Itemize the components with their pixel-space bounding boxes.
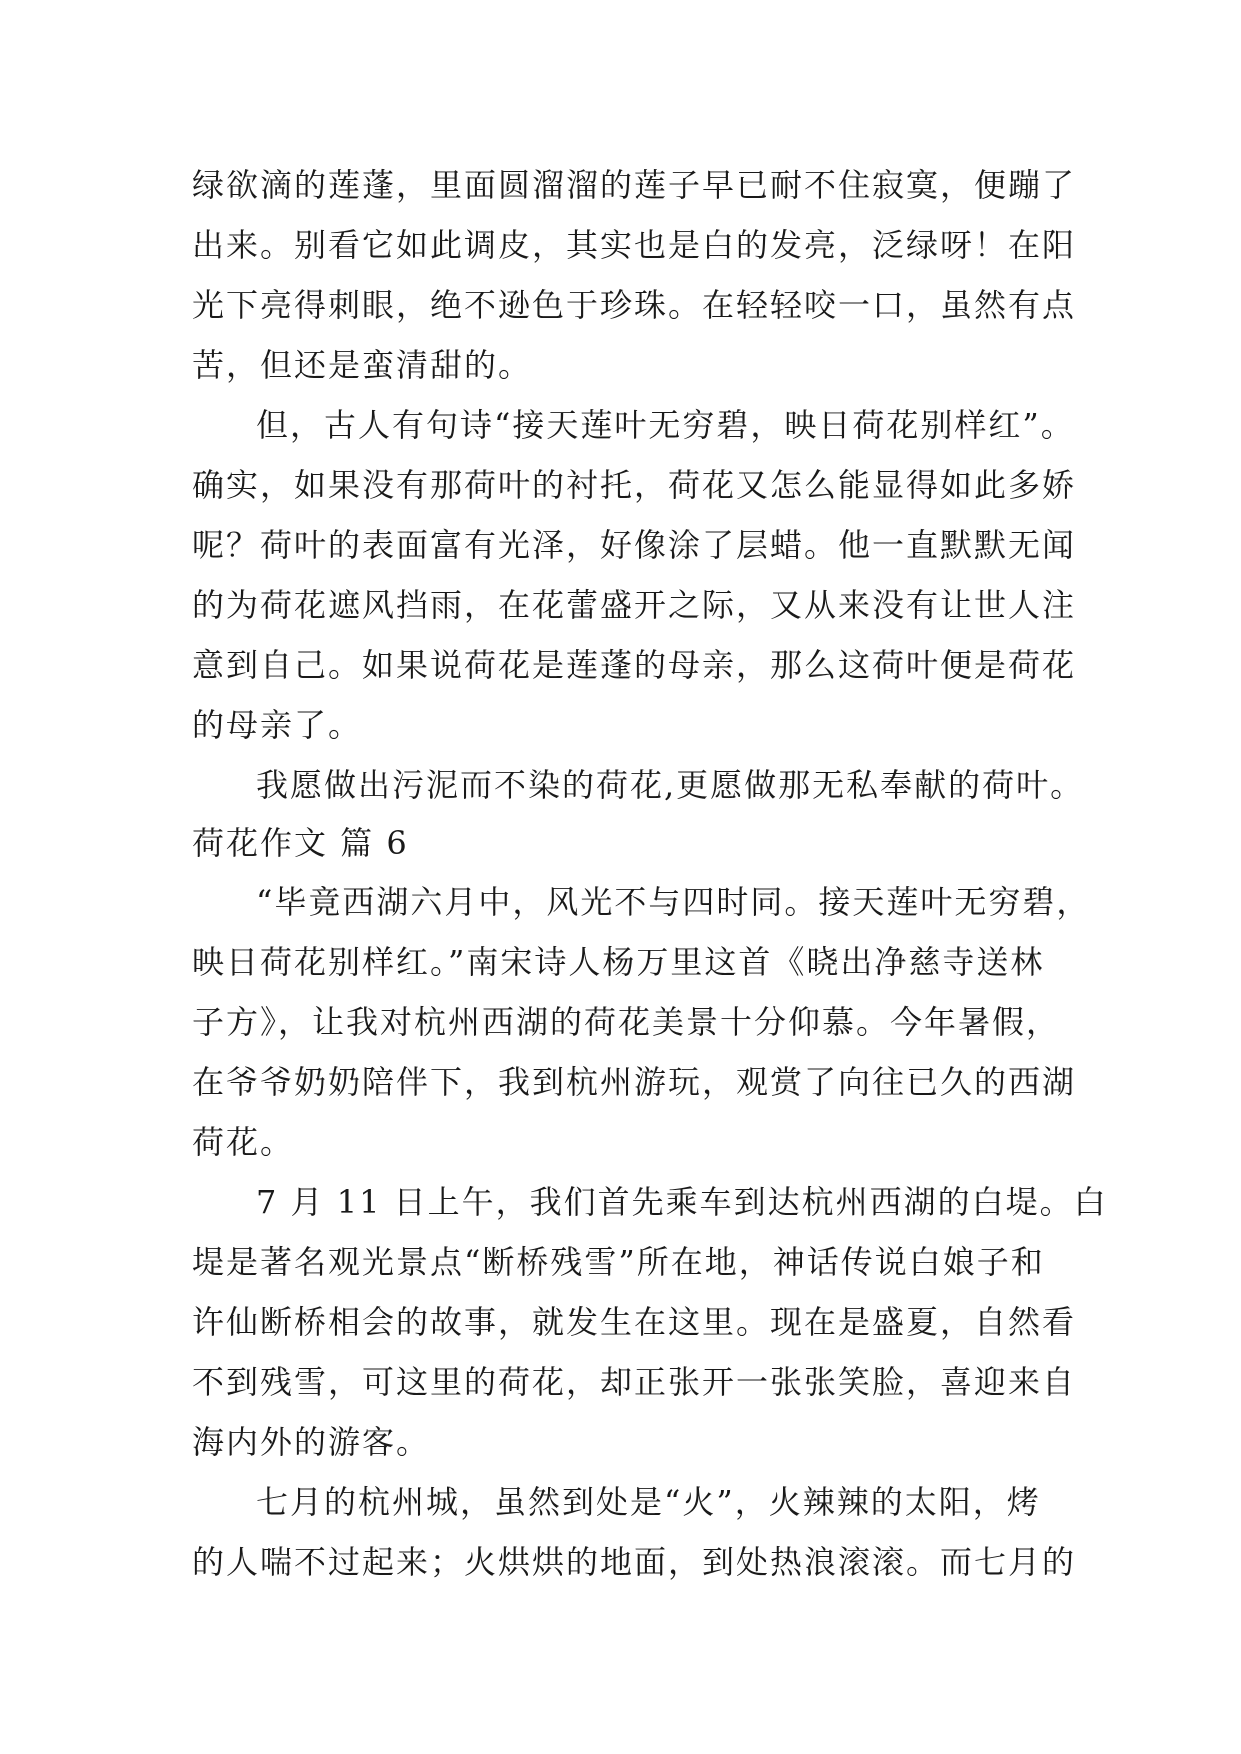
text-line: 苦，但还是蛮清甜的。 [192,346,533,384]
text-line: 出来。别看它如此调皮，其实也是白的发亮，泛绿呀！在阳 [192,226,1077,264]
text-line: 7 月 11 日上午，我们首先乘车到达杭州西湖的白堤。白 [256,1183,1108,1221]
text-line: 的母亲了。 [192,706,363,744]
text-line: 我愿做出污泥而不染的荷花,更愿做那无私奉献的荷叶。 [256,766,1085,804]
text-line: 呢？荷叶的表面富有光泽，好像涂了层蜡。他一直默默无闻 [192,526,1077,564]
text-line: 不到残雪，可这里的荷花，却正张开一张张笑脸，喜迎来自 [192,1363,1077,1401]
text-line: 光下亮得刺眼，绝不逊色于珍珠。在轻轻咬一口，虽然有点 [192,286,1077,324]
text-line: 绿欲滴的莲蓬，里面圆溜溜的莲子早已耐不住寂寞，便蹦了 [192,166,1077,204]
text-line: 映日荷花别样红。”南宋诗人杨万里这首《晓出净慈寺送林 [192,943,1045,981]
text-line: 确实，如果没有那荷叶的衬托，荷花又怎么能显得如此多娇 [192,466,1077,504]
text-line: 许仙断桥相会的故事，就发生在这里。现在是盛夏，自然看 [192,1303,1077,1341]
text-line: 海内外的游客。 [192,1423,431,1461]
section-heading: 荷花作文 篇 6 [192,824,409,862]
text-line: 堤是著名观光景点“断桥残雪”所在地，神话传说白娘子和 [192,1243,1045,1281]
text-line: 但，古人有句诗“接天莲叶无穷碧，映日荷花别样红”。 [256,406,1075,444]
text-line: 在爷爷奶奶陪伴下，我到杭州游玩，观赏了向往已久的西湖 [192,1063,1077,1101]
text-line: 七月的杭州城，虽然到处是“火”，火辣辣的太阳，烤 [256,1483,1041,1521]
document-body [192,155,1108,1592]
text-line: 的为荷花遮风挡雨，在花蕾盛开之际，又从来没有让世人注 [192,586,1077,624]
text-line: 的人喘不过起来；火烘烘的地面，到处热浪滚滚。而七月的 [192,1543,1077,1581]
text-line: 子方》，让我对杭州西湖的荷花美景十分仰慕。今年暑假， [192,1003,1061,1041]
text-line: “毕竟西湖六月中，风光不与四时同。接天莲叶无穷碧， [256,883,1091,921]
text-line: 荷花。 [192,1123,295,1161]
text-line: 意到自己。如果说荷花是莲蓬的母亲，那么这荷叶便是荷花 [192,646,1077,684]
